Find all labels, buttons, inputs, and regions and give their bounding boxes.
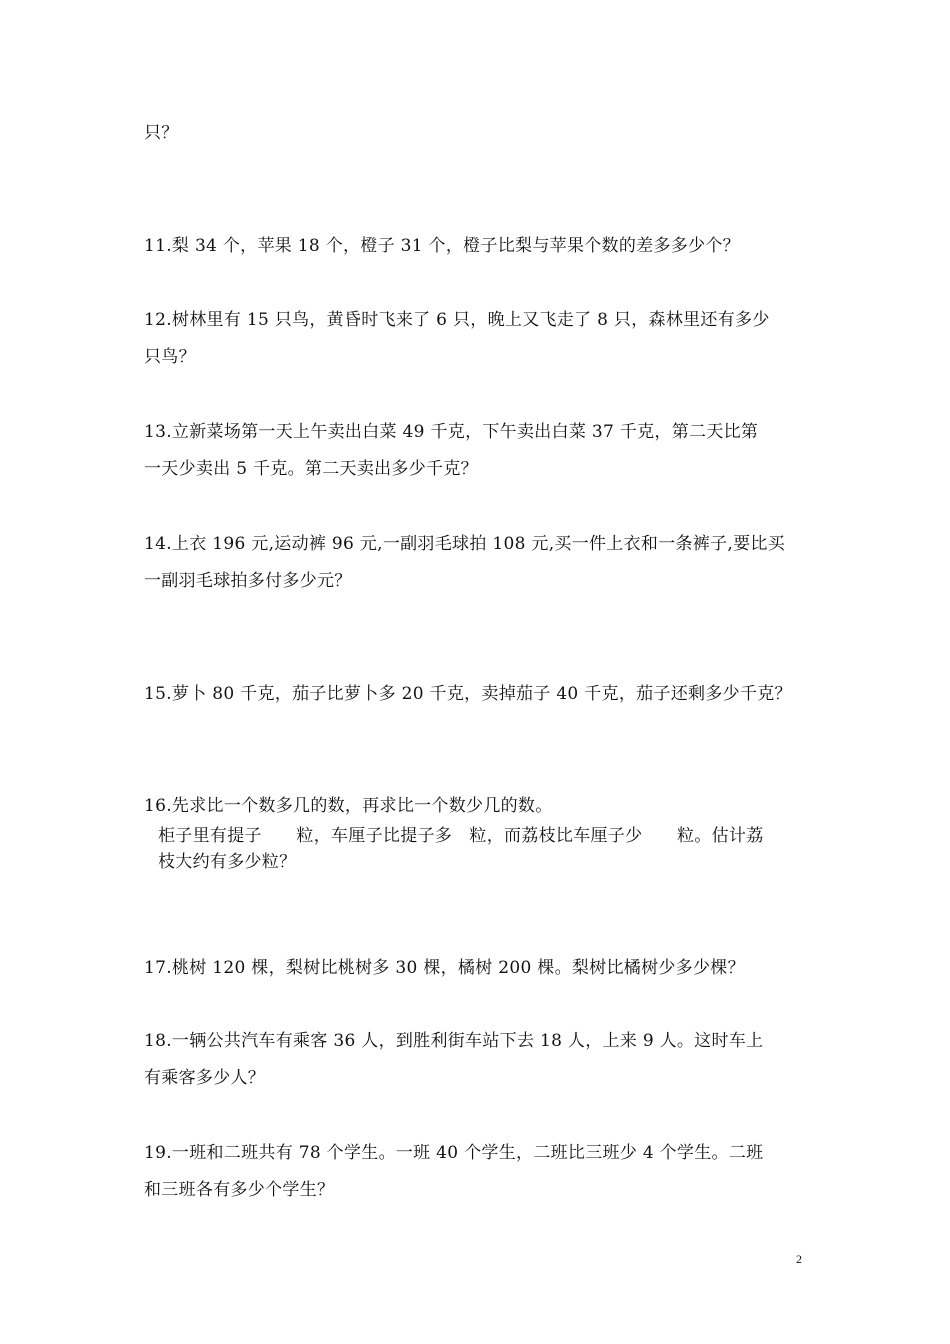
question-line: 17.桃树 120 棵，梨树比桃树多 30 棵，橘树 200 棵。梨树比橘树少多少棵？ xyxy=(144,958,745,978)
question-line: 一副羽毛球拍多付多少元？ xyxy=(144,571,352,591)
question-line: 和三班各有多少个学生？ xyxy=(144,1180,335,1200)
question-line: 只鸟？ xyxy=(144,347,196,367)
question-line: 16.先求比一个数多几的数，再求比一个数少几的数。 xyxy=(144,796,553,816)
question-line: 有乘客多少人？ xyxy=(144,1068,266,1088)
question-line: 15.萝卜 80 千克，茄子比萝卜多 20 千克，卖掉茄子 40 千克，茄子还剩多少千克？ xyxy=(144,684,792,704)
question-line: 一天少卖出 5 千克。第二天卖出多少千克？ xyxy=(144,459,478,479)
question-line: 柜子里有提子 粒，车厘子比提子多 粒，而荔枝比车厘子少 粒。估计荔 xyxy=(158,826,764,846)
question-line: 18.一辆公共汽车有乘客 36 人，到胜利街车站下去 18 人，上来 9 人。这时车上 xyxy=(144,1031,764,1051)
question-line: 19.一班和二班共有 78 个学生。一班 40 个学生，二班比三班少 4 个学生。二班 xyxy=(144,1143,764,1163)
question-line: 12.树林里有 15 只鸟，黄昏时飞来了 6 只，晚上又飞走了 8 只，森林里还有多少 xyxy=(144,310,770,330)
question-line: 14.上衣 196 元,运动裤 96 元,一副羽毛球拍 108 元,买一件上衣和一条裤子,要比买 xyxy=(144,534,785,554)
continuation-text: 只？ xyxy=(144,123,179,143)
question-line: 13.立新菜场第一天上午卖出白菜 49 千克，下午卖出白菜 37 千克，第二天比第 xyxy=(144,422,759,442)
question-line: 枝大约有多少粒？ xyxy=(158,852,297,872)
question-line: 11.梨 34 个，苹果 18 个，橙子 31 个，橙子比梨与苹果个数的差多多少个？ xyxy=(144,236,740,256)
page-number: 2 xyxy=(796,1252,802,1266)
